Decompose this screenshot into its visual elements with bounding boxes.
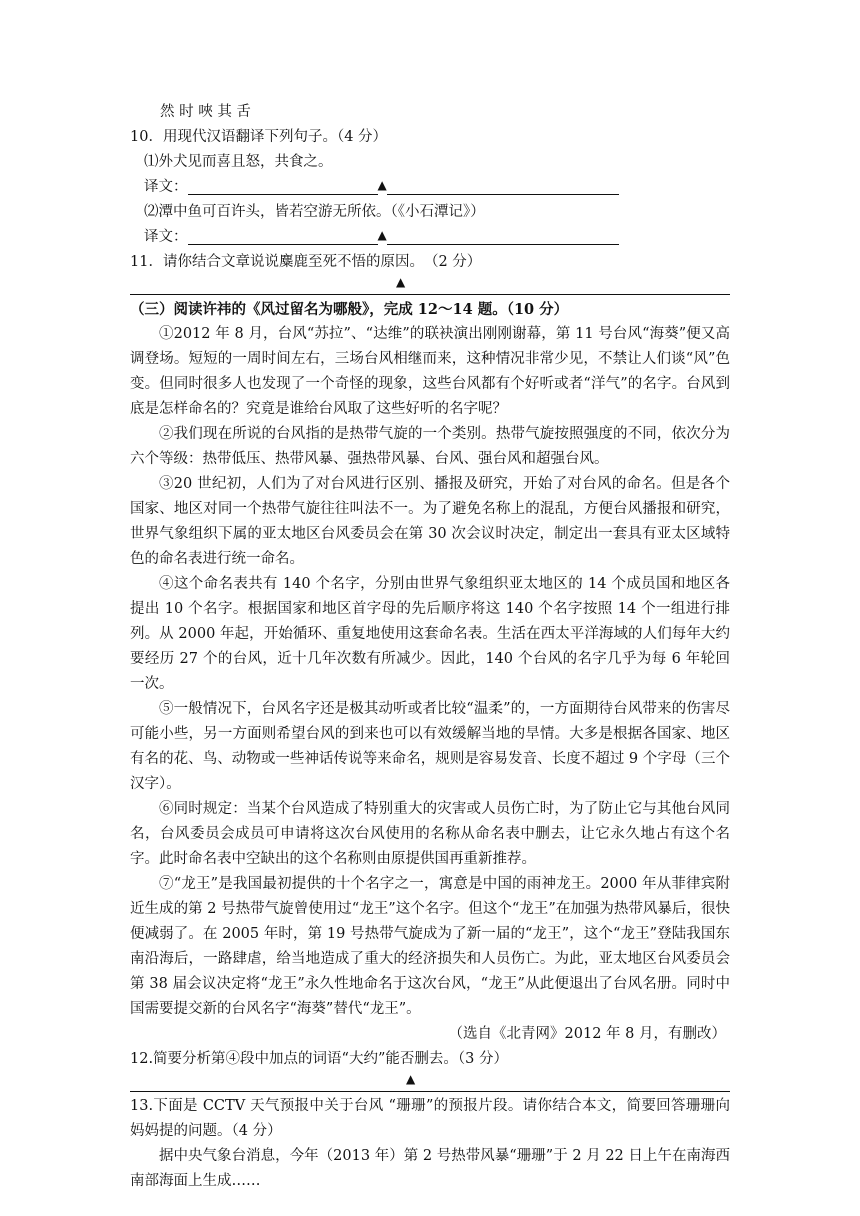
q11-answer-line[interactable] bbox=[130, 275, 730, 297]
answer-blank[interactable] bbox=[188, 180, 378, 195]
q10-answer-row-2 bbox=[130, 225, 730, 250]
blank-marker-icon: ▲ bbox=[396, 275, 406, 289]
paragraph-1: ①2012 年 8 月，台风“苏拉”、“达维”的联袂演出刚刚谢幕，第 11 号台风“海葵”便又高调登场。短短的一周时间左右，三场台风相继而来，这种情况非常少见，不禁让人们谈“风”色变。但同时很多人也发现了一个奇怪的现象，这些台风都有个好听或者“洋气”的名字。台风到底是怎样命名的？究竟是谁给台风取了这些好听的名字呢？ bbox=[130, 326, 730, 417]
blank-marker-icon: ▲ bbox=[406, 1072, 416, 1086]
q10-sentence-1: ⑴外犬见而喜且怒，共食之。 bbox=[144, 154, 333, 170]
blank-marker-icon: ▲ bbox=[377, 227, 387, 242]
source-citation: （选自《北青网》2012 年 8 月，有删改） bbox=[448, 1026, 726, 1042]
answer-blank[interactable] bbox=[188, 230, 378, 245]
q13-quote: 据中央气象台消息，今年（2013 年）第 2 号热带风暴“珊珊”于 2 月 22 日上午在南海西南部海面上生成…… bbox=[130, 1148, 730, 1189]
section3-title: （三）阅读许祎的《风过留名为哪般》，完成 12～14 题。（10 分） bbox=[130, 301, 569, 318]
q10-answer-row-1 bbox=[130, 175, 730, 200]
exam-page bbox=[130, 100, 730, 1194]
q10-title: 10．用现代汉语翻译下列句子。（4 分） bbox=[130, 129, 388, 145]
q12-title: 12.简要分析第④段中加点的词语“大约”能否删去。（3 分） bbox=[130, 1051, 508, 1067]
answer-label: 译文： bbox=[144, 229, 188, 245]
paragraph-4: ④这个命名表共有 140 个名字，分别由世界气象组织亚太地区的 14 个成员国和地区各提出 10 个名字。根据国家和地区首字母的先后顺序将这 140 个名字按照 14 个一组进行排列。从 2000 年起，开始循环、重复地使用这套命名表。生活在西太平洋海域的人们每年大约要经历 27 个的台风，近十几年次数有所减少。因此，140 个台风的名字几乎为每 6 年轮回一次。 bbox=[130, 576, 730, 692]
q11-title: 11．请你结合文章说说麋鹿至死不悟的原因。 （2 分） bbox=[130, 254, 482, 270]
q13-title: 13.下面是 CCTV 天气预报中关于台风 “珊珊”的预报片段。请你结合本文，简要回答珊珊向妈妈提的问题。（4 分） bbox=[130, 1098, 730, 1139]
q10-sentence-2: ⑵潭中鱼可百许头，皆若空游无所依。（《小石潭记》） bbox=[144, 204, 485, 220]
paragraph-6: ⑥同时规定：当某个台风造成了特别重大的灾害或人员伤亡时，为了防止它与其他台风同名，台风委员会成员可申请将这次台风使用的名称从命名表中删去，让它永久地占有这个名字。此时命名表中空缺出的这个名称则由原提供国再重新推荐。 bbox=[130, 801, 730, 867]
q12-answer-line[interactable] bbox=[130, 1072, 730, 1094]
paragraph-2: ②我们现在所说的台风指的是热带气旋的一个类别。热带气旋按照强度的不同，依次分为六个等级：热带低压、热带风暴、强热带风暴、台风、强台风和超强台风。 bbox=[130, 426, 730, 467]
previous-question-fragment: 然 时 唊 其 舌 bbox=[160, 104, 251, 120]
paragraph-3: ③20 世纪初，人们为了对台风进行区别、播报及研究，开始了对台风的命名。但是各个国家、地区对同一个热带气旋往往叫法不一。为了避免名称上的混乱，方便台风播报和研究，世界气象组织下属的亚太地区台风委员会在第 30 次会议时决定，制定出一套具有亚太区域特色的命名表进行统一命名。 bbox=[130, 476, 730, 567]
blank-marker-icon: ▲ bbox=[377, 177, 387, 192]
answer-blank[interactable] bbox=[387, 180, 619, 195]
paragraph-5: ⑤一般情况下，台风名字还是极其动听或者比较“温柔”的，一方面期待台风带来的伤害尽可能小些，另一方面则希望台风的到来也可以有效缓解当地的旱情。大多是根据各国家、地区有名的花、鸟、动物或一些神话传说等来命名，规则是容易发音、长度不超过 9 个字母（三个汉字）。 bbox=[130, 701, 730, 792]
paragraph-7: ⑦“龙王”是我国最初提供的十个名字之一，寓意是中国的雨神龙王。2000 年从菲律宾附近生成的第 2 号热带气旋曾使用过“龙王”这个名字。但这个“龙王”在加强为热带风暴后，很快便减弱了。在 2005 年时，第 19 号热带气旋成为了新一届的“龙王”，这个“龙王”登陆我国东南沿海后，一路肆虐，给当地造成了重大的经济损失和人员伤亡。为此，亚太地区台风委员会第 38 届会议决定将“龙王”永久性地命名于这次台风，“龙王”从此便退出了台风名册。同时中国需要提交新的台风名字“海葵”替代“龙王”。 bbox=[130, 876, 730, 1017]
answer-blank[interactable] bbox=[387, 230, 619, 245]
answer-label: 译文： bbox=[144, 179, 188, 195]
